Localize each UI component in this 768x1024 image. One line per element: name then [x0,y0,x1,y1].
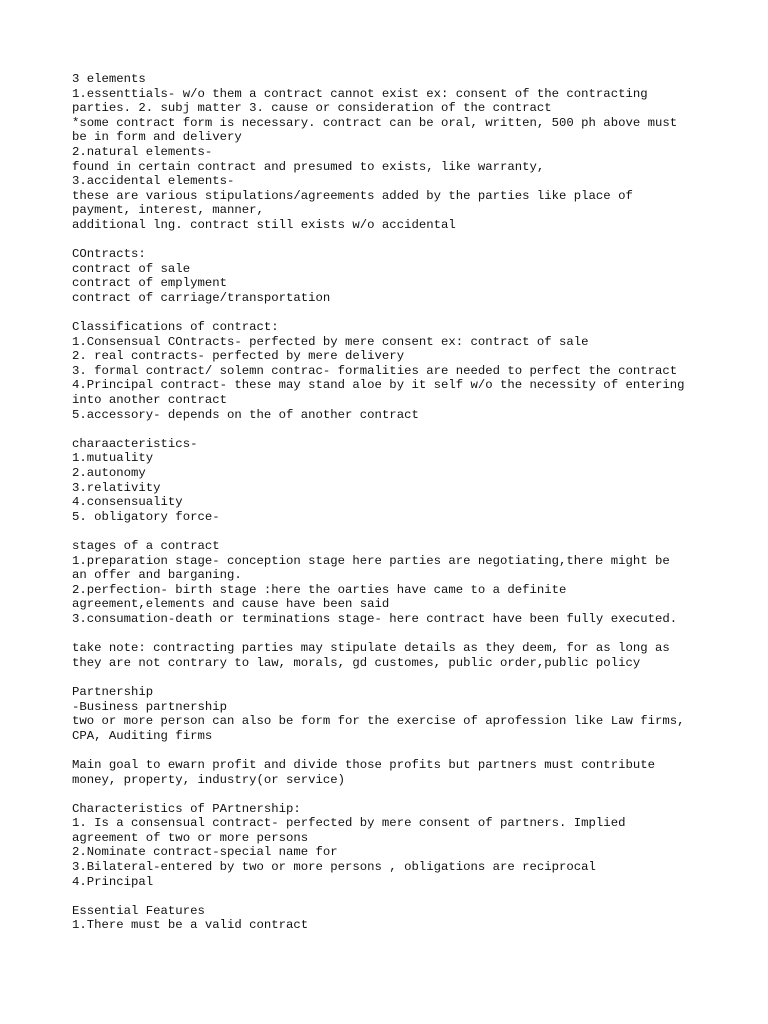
text-line: into another contract [72,393,227,408]
text-line: 1. Is a consensual contract- perfected by mere consent of partners. Implied [72,816,626,831]
text-line: take note: contracting parties may stipulate details as they deem, for as long as [72,641,670,656]
text-line: two or more person can also be form for the exercise of aprofession like Law firms, [72,714,685,729]
text-line: parties. 2. subj matter 3. cause or consideration of the contract [72,101,552,116]
text-line: 4.Principal [72,874,154,889]
text-line: 1.mutuality [72,451,154,466]
blank-line [72,306,712,321]
text-line: 1.Consensual COntracts- perfected by mere consent ex: contract of sale [72,334,589,349]
text-line: they are not contrary to law, morals, gd customes, public order,public policy [72,655,641,670]
text-line: Main goal to ewarn profit and divide those profits but partners must contribute [72,757,655,772]
blank-line [72,787,712,802]
section-heading: Partnership [72,684,154,699]
section-heading: COntracts: [72,247,146,262]
text-line: 2.perfection- birth stage :here the oarties have came to a definite [72,582,567,597]
text-line: 3.accidental elements- [72,174,235,189]
text-line: found in certain contract and presumed to exists, like warranty, [72,159,545,174]
section-heading: Characteristics of PArtnership: [72,801,301,816]
text-line: 1.essenttials- w/o them a contract cannot exist ex: consent of the contracting [72,86,648,101]
text-line: 2.natural elements- [72,144,213,159]
text-line: *some contract form is necessary. contract can be oral, written, 500 ph above must [72,115,678,130]
text-line: money, property, industry(or service) [72,772,346,787]
text-line: CPA, Auditing firms [72,728,213,743]
text-line: -Business partnership [72,699,227,714]
blank-line [72,670,712,685]
text-line: 2. real contracts- perfected by mere delivery [72,349,405,364]
text-line: contract of sale [72,261,191,276]
text-line: agreement,elements and cause have been said [72,597,390,612]
text-line: 3.relativity [72,480,161,495]
section-heading: Classifications of contract: [72,320,279,335]
text-line: 2.autonomy [72,466,146,481]
blank-line [72,233,712,248]
blank-line [72,889,712,904]
text-line: an offer and barganing. [72,568,242,583]
text-line: 3 elements [72,72,146,86]
text-line: 5.accessory- depends on the of another contract [72,407,419,422]
section-heading: Essential Features [72,903,205,918]
text-line: 4.consensuality [72,495,183,510]
text-line: 3. formal contract/ solemn contrac- formalities are needed to perfect the contract [72,363,678,378]
text-line: 5. obligatory force- [72,509,220,524]
text-line: 2.Nominate contract-special name for [72,845,338,860]
text-line: 3.consumation-death or terminations stage- here contract have been fully executed. [72,611,678,626]
section-heading: stages of a contract [72,539,220,553]
section-heading: charaacteristics- [72,436,198,451]
blank-line [72,524,712,539]
text-line: 1.There must be a valid contract [72,918,309,933]
text-line: agreement of two or more persons [72,830,309,845]
document-body [72,72,712,933]
text-line: be in form and delivery [72,130,242,145]
text-line: contract of carriage/transportation [72,290,331,305]
blank-line [72,743,712,758]
text-line: contract of emplyment [72,276,227,291]
blank-line [72,422,712,437]
text-line: 3.Bilateral-entered by two or more persons , obligations are reciprocal [72,860,596,875]
text-line: 1.preparation stage- conception stage here parties are negotiating,there might be [72,553,670,568]
text-line: payment, interest, manner, [72,203,264,218]
text-line: these are various stipulations/agreements added by the parties like place of [72,188,633,203]
blank-line [72,627,712,642]
text-line: additional lng. contract still exists w/o accidental [72,217,456,232]
text-line: 4.Principal contract- these may stand aloe by it self w/o the necessity of entering [72,378,685,393]
